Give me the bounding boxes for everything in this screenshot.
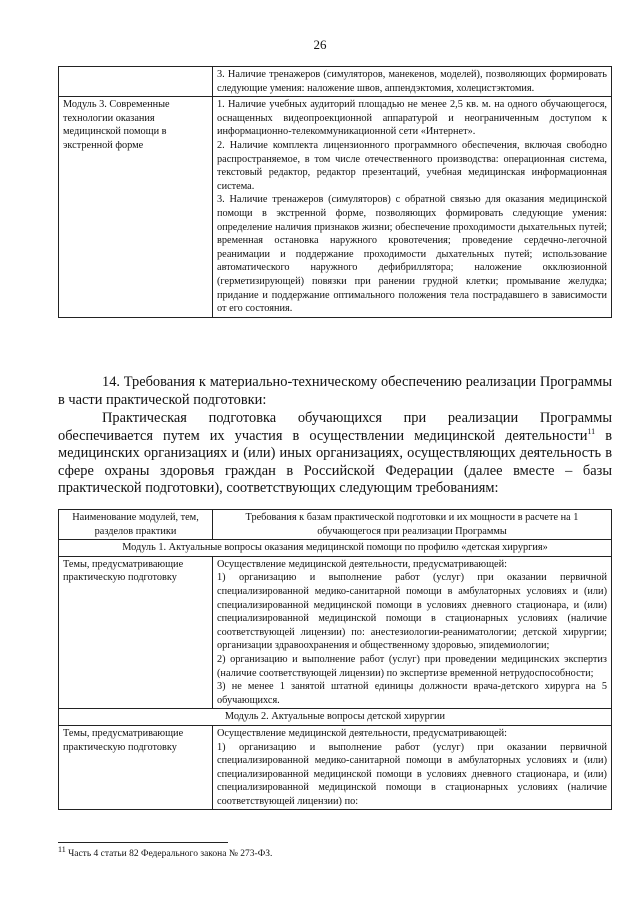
paragraph-text: Практическая подготовка обучающихся при реализации Программы обеспечивается путем их участия в осуществлении медицинской деятельности (58, 410, 612, 444)
paragraph-text: в медицинских организациях и (или) иных организациях, осуществляющих деятельность в сфере охраны здоровья граждан в Российской Федерации (далее вместе – базы практической подготовки), соответствующих следующим требованиям: (58, 427, 612, 497)
module-title: Модуль 1. Актуальные вопросы оказания медицинской помощи по профилю «детская хирургия» (59, 540, 612, 557)
topics-cell: Темы, предусматривающие практическую подготовку (59, 725, 213, 810)
module-title-row (59, 709, 612, 726)
requirement-line: 3) не менее 1 занятой штатной единицы должности врача-детского хирурга на 5 обучающихся. (217, 681, 607, 706)
requirement-item: 1. Наличие учебных аудиторий площадью не менее 2,5 кв. м. на одного обучающегося, оснащенных видеопроекционной аппаратурой и неограниченным доступом к информационно-телекоммуникационной сети «Интернет». (217, 99, 607, 138)
module-title: Модуль 2. Актуальные вопросы детской хирургии (59, 709, 612, 726)
module-title-row (59, 540, 612, 557)
footnote-reference: 11 (587, 426, 596, 436)
requirement-line: 2) организацию и выполнение работ (услуг) при проведении медицинских экспертиз (наличие соответствующей лицензии) по экспертизе временной нетрудоспособности; (217, 653, 607, 679)
table-row (59, 97, 612, 318)
table-header-row (59, 510, 612, 540)
footnote-separator (58, 842, 228, 843)
practice-bases-table (58, 509, 612, 810)
page-number: 26 (313, 37, 327, 52)
section-heading: 14. Требования к материально-техническому обеспечению реализации Программы в части практической подготовки: (58, 374, 612, 408)
requirement-line: Осуществление медицинской деятельности, предусматривающей: (217, 558, 507, 570)
module-cell: Модуль 3. Современные технологии оказания медицинской помощи в экстренной форме (59, 97, 213, 318)
requirement-line: 1) организацию и выполнение работ (услуг) при оказании первичной специализированной медико-санитарной помощи в амбулаторных условиях и (или) специализированной медицинской помощи в условиях дневного стационара, и (или) специализированной медицинской помощи в стационарных условиях (наличие соответствующей лицензии) по: (217, 741, 607, 807)
requirement-item: 3. Наличие тренажеров (симуляторов) с обратной связью для оказания медицинской помощи в экстренной форме, позволяющих формировать следующие умения: определение наличия признаков жизни; обеспечение проходимости дыхательных путей; временная остановка наружного кровотечения; проведение сердечно-легочной реанимации и поддержание проходимости дыхательных путей; использование автоматического наружного дефибриллятора; наложение окклюзионной (герметизирующей) повязки при ранении грудной клетки; промывание желудка; придание и поддержание оптимального положения тела пострадавшего в зависимости от его состояния. (217, 194, 607, 315)
requirements-cell (213, 67, 612, 97)
requirement-line: Осуществление медицинской деятельности, предусматривающей: (217, 727, 507, 739)
table-row (59, 556, 612, 709)
header-cell: Наименование модулей, тем, разделов практики (59, 510, 213, 540)
footnote (58, 844, 273, 859)
header-cell: Требования к базам практической подготовки и их мощности в расчете на 1 обучающегося при реализации Программы (213, 510, 612, 540)
module-cell (59, 67, 213, 97)
requirements-cell (213, 725, 612, 810)
topics-cell: Темы, предусматривающие практическую подготовку (59, 556, 213, 709)
table-row (59, 725, 612, 810)
requirement-item: 2. Наличие комплекта лицензионного программного обеспечения, включая свободно распространяемое, в том числе отечественного производства: операционная система, текстовый редактор, редактор презентаций, учебная медицинская информационная система. (217, 139, 607, 192)
footnote-text: Часть 4 статьи 82 Федерального закона № 273-ФЗ. (65, 849, 273, 859)
requirements-cell (213, 556, 612, 709)
requirement-line: 1) организацию и выполнение работ (услуг) при оказании первичной специализированной медико-санитарной помощи в амбулаторных условиях и (или) специализированной медицинской помощи в условиях дневного стационара, и (или) специализированной медицинской помощи в стационарных условиях (наличие соответствующей лицензии) по: анестезиологии-реаниматологии; детской хирургии; организации здравоохранения и общественному здоровью, эпидемиологии; (217, 572, 607, 652)
footnote-mark: 11 (58, 844, 66, 854)
requirements-cell (213, 97, 612, 318)
equipment-table (58, 66, 612, 318)
requirement-item: 3. Наличие тренажеров (симуляторов, манекенов, моделей), позволяющих формировать следующие умения: наложение швов, аппендэктомия, холецистэктомия. (217, 69, 607, 94)
section-paragraph (58, 410, 612, 498)
table-row (59, 67, 612, 97)
